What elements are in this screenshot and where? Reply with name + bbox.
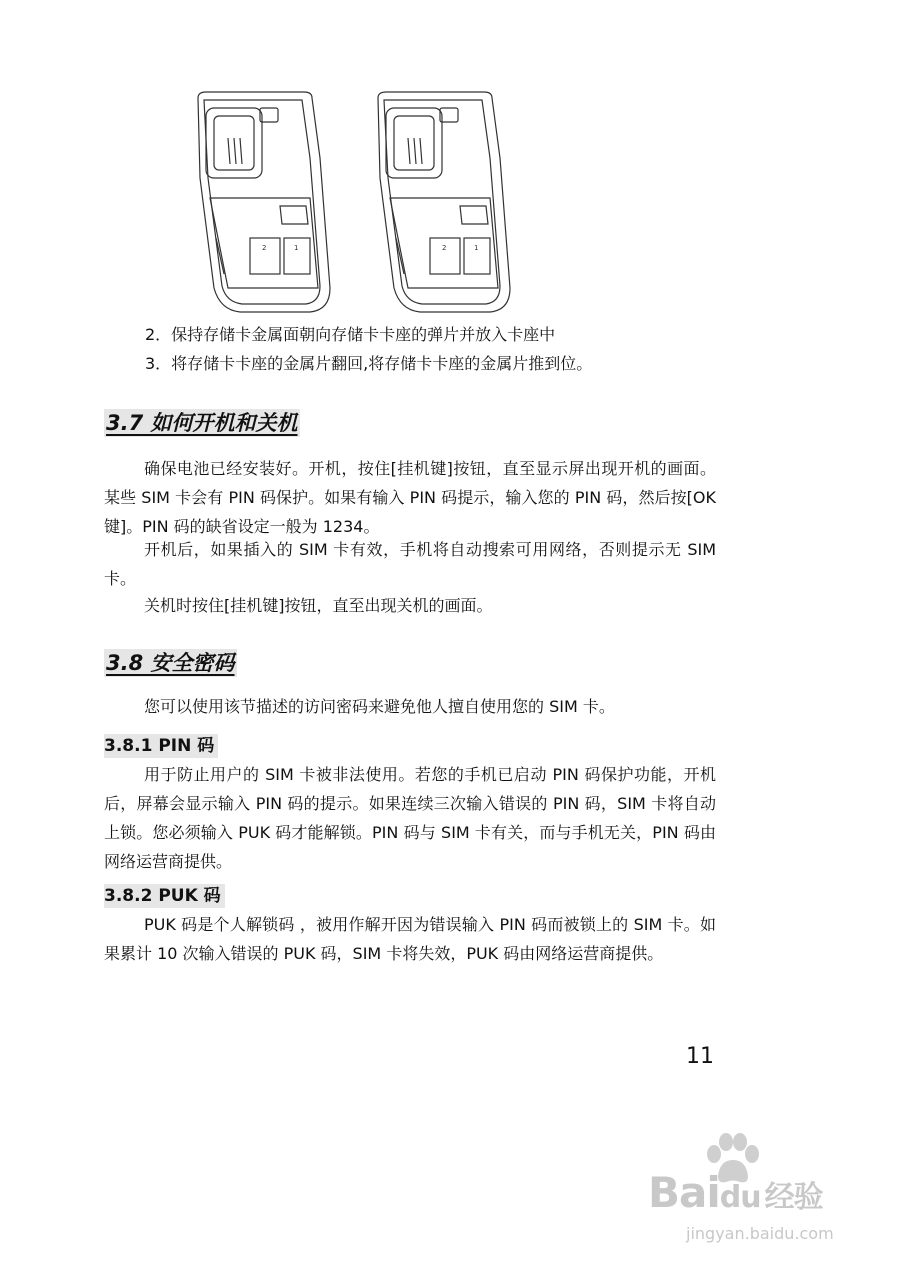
section-heading-3-8: 3.8 安全密码 [106, 651, 235, 675]
slot-label-2: 2 [262, 244, 267, 252]
page-number: 11 [686, 1044, 714, 1069]
paragraph-puk: PUK 码是个人解锁码 ，被用作解开因为错误输入 PIN 码而被锁上的 SIM 卡。如果累计 10 次输入错误的 PUK 码，SIM 卡将失效，PUK 码由网络运营商提供。 [104, 915, 716, 963]
watermark-du: du [719, 1180, 761, 1215]
step-3: 3．将存储卡卡座的金属片翻回,将存储卡卡座的金属片推到位。 [145, 354, 593, 373]
watermark-logo [648, 1168, 823, 1217]
paragraph-power-off: 关机时按住[挂机键]按钮，直至出现关机的画面。 [144, 596, 493, 615]
watermark-url: jingyan.baidu.com [686, 1224, 834, 1243]
phone-back-illustration [180, 88, 340, 320]
slot-label-1: 1 [474, 244, 479, 252]
paragraph-security-intro: 您可以使用该节描述的访问密码来避免他人擅自使用您的 SIM 卡。 [144, 697, 615, 716]
paragraph-network-search: 开机后，如果插入的 SIM 卡有效，手机将自动搜索可用网络，否则提示无 SIM 卡。 [104, 540, 716, 588]
section-heading-3-7: 3.7 如何开机和关机 [106, 411, 298, 435]
phone-figure-right [360, 88, 520, 320]
watermark-bai: Bai [648, 1168, 720, 1217]
paragraph-power-on: 确保电池已经安装好。开机，按住[挂机键]按钮，直至显示屏出现开机的画面。某些 SIM 卡会有 PIN 码保护。如果有输入 PIN 码提示，输入您的 PIN 码，然后按[OK 键]。PIN 码的缺省设定一般为 1234。 [104, 459, 716, 536]
paragraph-pin: 用于防止用户的 SIM 卡被非法使用。若您的手机已启动 PIN 码保护功能，开机后，屏幕会显示输入 PIN 码的提示。如果连续三次输入错误的 PIN 码，SIM 卡将自动上锁。您必须输入 PUK 码才能解锁。PIN 码与 SIM 卡有关，而与手机无关，PIN 码由网络运营商提供。 [104, 765, 716, 871]
phone-back-illustration [360, 88, 520, 320]
slot-label-2: 2 [442, 244, 447, 252]
subheading-pin: 3.8.1 PIN 码 [104, 734, 218, 758]
slot-label-1: 1 [294, 244, 299, 252]
watermark-jingyan: 经验 [764, 1180, 823, 1215]
subheading-puk: 3.8.2 PUK 码 [104, 884, 225, 908]
phone-figure-left [180, 88, 340, 320]
step-2: 2．保持存储卡金属面朝向存储卡卡座的弹片并放入卡座中 [145, 325, 556, 344]
